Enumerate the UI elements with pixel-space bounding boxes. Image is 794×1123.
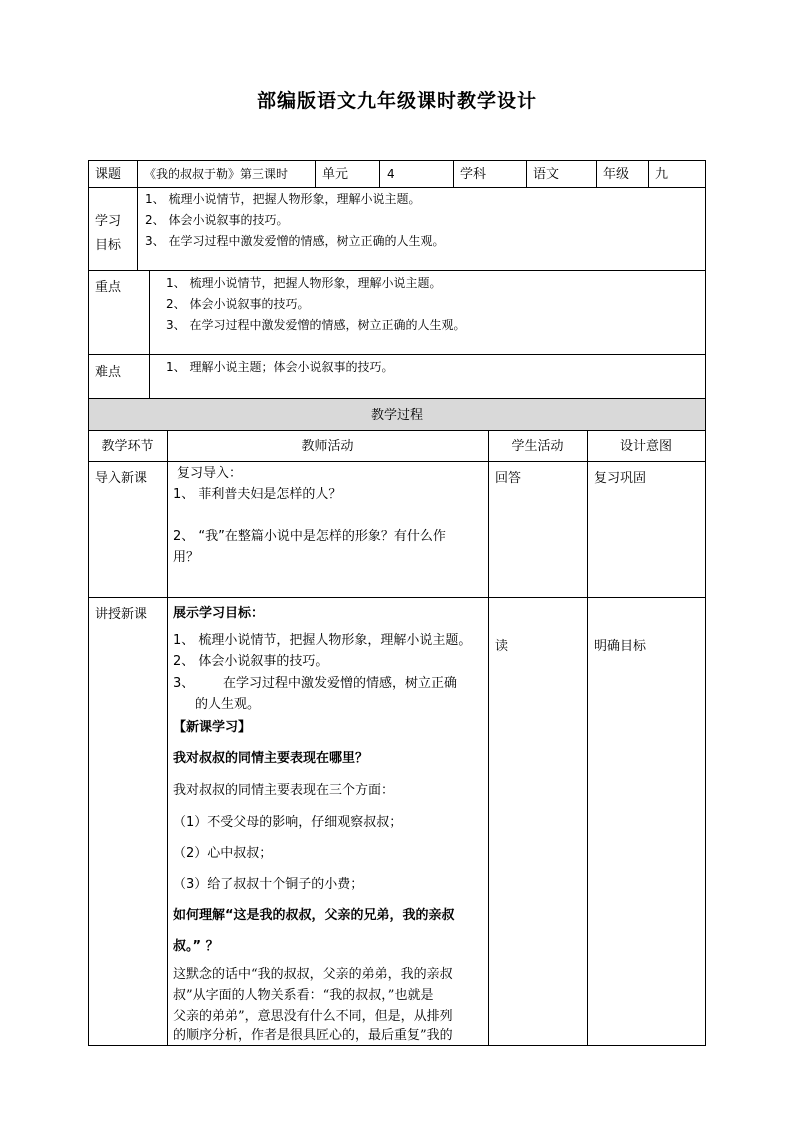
table-line: [167, 430, 168, 1046]
table-line: [88, 270, 706, 271]
table-line: [379, 160, 380, 188]
intro-question: 2、 “我”在整篇小说中是怎样的形象？有什么作: [173, 529, 446, 544]
table-line: [88, 160, 89, 1046]
table-line: [648, 160, 649, 188]
table-line: [315, 160, 316, 188]
lecture-paragraph: 的顺序分析，作者是很具匠心的，最后重复”我的: [173, 1028, 453, 1043]
col-stage: 教学环节: [101, 439, 154, 454]
difficulties-label: 难点: [95, 365, 122, 380]
lecture-goal: 的人生观。: [195, 697, 261, 712]
grade-value: 九: [655, 167, 669, 182]
col-student: 学生活动: [511, 439, 564, 454]
lecture-paragraph: 这默念的话中“我的叔叔，父亲的弟弟，我的亲叔: [173, 967, 453, 982]
process-band-label: 教学过程: [370, 408, 423, 423]
col-intent: 设计意图: [619, 439, 672, 454]
lecture-goal: 1、 梳理小说情节，把握人物形象，理解小说主题。: [173, 633, 472, 648]
key-point-item: 1、 梳理小说情节，把握人物形象，理解小说主题。: [166, 276, 442, 290]
lecture-paragraph: 父亲的弟弟”，意思没有什么不同，但是，从排列: [173, 1009, 453, 1024]
lecture-goal: 3、: [173, 676, 195, 691]
grade-label: 年级: [603, 167, 630, 182]
table-line: [88, 187, 706, 188]
table-line: [587, 430, 588, 1046]
table-line: [453, 160, 454, 188]
lecture-show-goals: 展示学习目标：: [173, 606, 265, 621]
lecture-point: （3）给了叔叔十个铜子的小费；: [173, 877, 364, 892]
lecture-point: （2）心中叔叔；: [173, 846, 273, 861]
intro-question: 用？: [173, 550, 200, 565]
table-line: [137, 160, 138, 188]
lecture-point: （1）不受父母的影响，仔细观察叔叔；: [173, 815, 403, 830]
lecture-answer: 我对叔叔的同情主要表现在三个方面：: [173, 783, 395, 798]
objective-item: 1、 梳理小说情节，把握人物形象，理解小说主题。: [145, 192, 421, 206]
objectives-label: 目标: [95, 238, 122, 253]
difficulties-text: 1、 理解小说主题；体会小说叙事的技巧。: [166, 360, 394, 374]
table-line: [526, 160, 527, 188]
intro-stage: 导入新课: [95, 471, 148, 486]
table-line: [705, 160, 706, 1046]
lecture-goal: 2、 体会小说叙事的技巧。: [173, 654, 329, 669]
page-title: 部编版语文九年级课时教学设计: [256, 90, 537, 112]
subject-label: 学科: [460, 167, 487, 182]
lecture-paragraph: 叔”从字面的人物关系看：“我的叔叔，”也就是: [173, 988, 434, 1003]
lecture-student: 读: [495, 639, 509, 654]
table-line: [88, 461, 706, 462]
lecture-goal: 在学习过程中激发爱憎的情感，树立正确: [223, 676, 458, 691]
table-line: [88, 430, 706, 431]
lecture-question: 叔。” ？: [173, 939, 219, 954]
table-line: [88, 597, 706, 598]
topic-label: 课题: [95, 167, 122, 182]
topic-value: 《我的叔叔于勒》第三课时: [144, 167, 289, 181]
intro-review-title: 复习导入：: [177, 466, 243, 481]
unit-label: 单元: [322, 167, 349, 182]
table-line: [149, 270, 150, 399]
intro-student: 回答: [495, 471, 522, 486]
objective-item: 2、 体会小说叙事的技巧。: [145, 213, 289, 227]
table-line: [88, 398, 706, 399]
table-line: [88, 160, 706, 161]
key-points-label: 重点: [95, 280, 122, 295]
intro-intent: 复习巩固: [594, 471, 647, 486]
table-line: [137, 187, 138, 271]
lecture-intent: 明确目标: [594, 639, 647, 654]
lecture-question: 如何理解“这是我的叔叔，父亲的兄弟，我的亲叔: [173, 908, 455, 923]
intro-question: 1、 菲利普夫妇是怎样的人？: [173, 487, 342, 502]
lecture-new-lesson: 【新课学习】: [173, 720, 252, 735]
key-point-item: 3、 在学习过程中激发爱憎的情感，树立正确的人生观。: [166, 318, 466, 332]
lecture-question: 我对叔叔的同情主要表现在哪里？: [173, 751, 369, 766]
subject-value: 语文: [533, 167, 560, 182]
table-line: [488, 430, 489, 1046]
table-line: [88, 354, 706, 355]
lecture-stage: 讲授新课: [95, 607, 148, 622]
objectives-label: 学习: [95, 214, 122, 229]
col-teacher: 教师活动: [301, 439, 354, 454]
objective-item: 3、 在学习过程中激发爱憎的情感，树立正确的人生观。: [145, 234, 445, 248]
table-line: [596, 160, 597, 188]
key-point-item: 2、 体会小说叙事的技巧。: [166, 297, 310, 311]
unit-value: 4: [387, 167, 395, 181]
